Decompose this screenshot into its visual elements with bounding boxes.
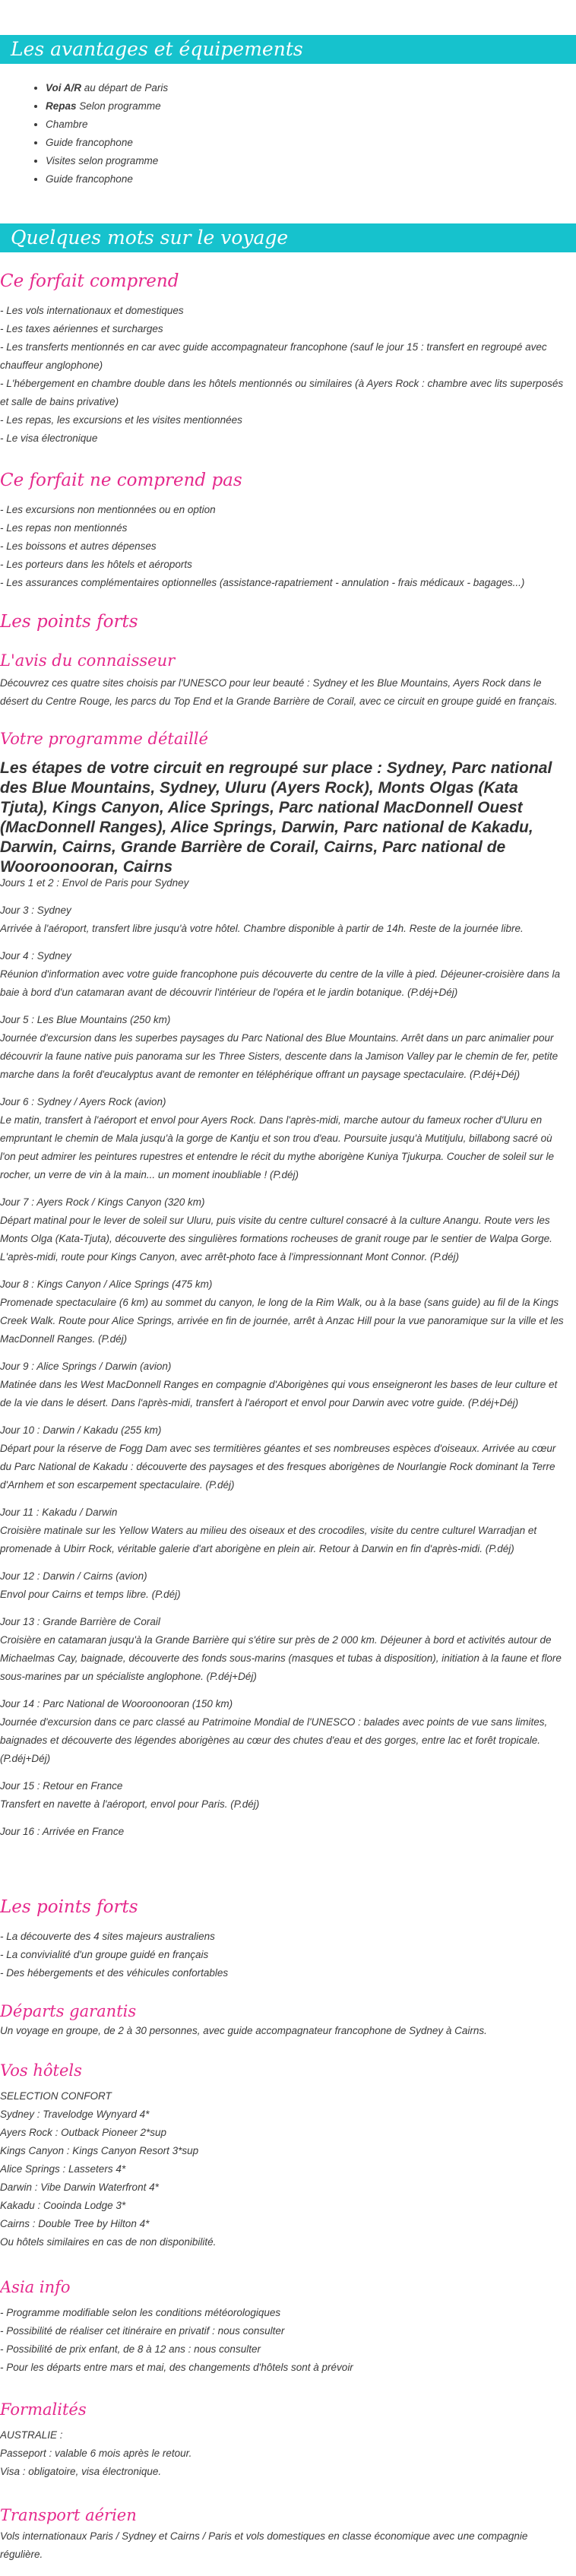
formalities-list (0, 2426, 570, 2481)
formalities-title: Formalités (0, 2400, 87, 2419)
list-item: - Le visa électronique (0, 433, 98, 444)
day-title: Jour 3 : Sydney (0, 905, 71, 916)
equipment-item-bold: Voi A/R (46, 82, 81, 93)
list-item: Ayers Rock : Outback Pioneer 2*sup (0, 2127, 166, 2138)
included-list (0, 302, 570, 448)
day-title: Jour 11 : Kakadu / Darwin (0, 1507, 118, 1518)
list-item: Passeport : valable 6 mois après le retour. (0, 2448, 192, 2459)
day-text: Croisière matinale sur les Yellow Waters au milieu des oiseaux et des crocodiles, visite du centre culturel Warradjan et promenade à Ubirr Rock, véritable galerie d'art aborigène en plein air. Retour à Darwin en fin d'après-midi. (P.déj) (0, 1525, 537, 1554)
days-list (0, 874, 570, 1841)
hotels-list (0, 2087, 570, 2251)
equipment-item (46, 116, 168, 134)
strong-points-title: Les points forts (0, 612, 138, 632)
included-title: Ce forfait comprend (0, 271, 179, 291)
strong-points-2-title: Les points forts (0, 1897, 138, 1917)
equipment-item-text: Selon programme (76, 100, 161, 112)
list-item: - Les repas non mentionnés (0, 522, 128, 534)
equipment-item (46, 152, 168, 170)
equipment-item-text: Visites selon programme (46, 155, 159, 166)
list-item: Alice Springs : Lasseters 4* (0, 2163, 126, 2175)
day-title: Jour 9 : Alice Springs / Darwin (avion) (0, 1361, 172, 1372)
list-item: - Les assurances complémentaires optionnelles (assistance-rapatriement - annulation - frais médicaux - bagages...) (0, 577, 525, 588)
day-text: Réunion d'information avec votre guide francophone puis découverte du centre de la ville à pied. Déjeuner-croisière dans la baie à bord d'un catamaran avant de découvrir l'intérieur de l'opéra et le jardin botanique. (P.déj+Déj) (0, 968, 561, 998)
equipment-item (46, 134, 168, 152)
air-transport-title: Transport aérien (0, 2506, 137, 2524)
departures-title: Départs garantis (0, 2002, 137, 2020)
list-item: - Les vols internationaux et domestiques (0, 305, 184, 316)
list-item: Cairns : Double Tree by Hilton 4* (0, 2218, 150, 2229)
equipment-item-bold: Repas (46, 100, 77, 112)
strong-points-2-list (0, 1928, 570, 1982)
day-title: Jour 5 : Les Blue Mountains (250 km) (0, 1014, 171, 1025)
equipment-item (46, 97, 168, 116)
list-item: - L'hébergement en chambre double dans les hôtels mentionnés ou similaires (à Ayers Rock : chambre avec lits superposés et salle de bains privative) (0, 378, 564, 407)
not-included-title: Ce forfait ne comprend pas (0, 471, 242, 490)
asia-info-title: Asia info (0, 2278, 71, 2296)
day-title: Jour 8 : Kings Canyon / Alice Springs (475 km) (0, 1278, 213, 1290)
expert-text: Découvrez ces quatre sites choisis par l'UNESCO pour leur beauté : Sydney et les Blue Mountains, Ayers Rock dans le désert du Centre Rouge, les parcs du Top End et la Grande Barrière de Corail, avec ce circuit en groupe guidé en français. (0, 677, 558, 707)
day-title: Jour 10 : Darwin / Kakadu (255 km) (0, 1424, 162, 1436)
trip-words-header: Quelques mots sur le voyage (0, 223, 576, 252)
day-text: Journée d'excursion dans les superbes paysages du Parc National des Blue Mountains. Arrêt dans un parc animalier pour découvrir la faune native puis panorama sur les Three Sisters, descente dans la Jamison Valley par le chemin de fer, petite marche dans la forêt d'eucalyptus avant de remonter en téléphérique offrant un paysage spectaculaire. (P.déj+Déj) (0, 1032, 559, 1080)
day-title: Jour 15 : Retour en France (0, 1780, 123, 1792)
list-item: Kings Canyon : Kings Canyon Resort 3*sup (0, 2145, 199, 2156)
day-text: Transfert en navette à l'aéroport, envol pour Paris. (P.déj) (0, 1798, 260, 1810)
day-text: Matinée dans les West MacDonnell Ranges en compagnie d'Aborigènes qui vous enseigneront les bases de leur culture et de la vie dans le désert. Dans l'après-midi, transfert à l'aéroport et envol pour Darwin avec votre guide. (P.déj+Déj) (0, 1379, 558, 1408)
list-item: AUSTRALIE : (0, 2429, 63, 2441)
list-item: - Possibilité de réaliser cet itinéraire en privatif : nous consulter (0, 2325, 285, 2337)
equipment-list (33, 79, 168, 189)
equipment-item (46, 79, 168, 97)
equipment-item (46, 170, 168, 189)
equipment-item-text: Guide francophone (46, 173, 133, 185)
list-item: - Les taxes aériennes et surcharges (0, 323, 163, 334)
strong-points-2-section (0, 1896, 570, 1982)
list-item: Visa : obligatoire, visa électronique. (0, 2466, 162, 2477)
day-text: Envol pour Cairns et temps libre. (P.déj) (0, 1589, 181, 1600)
equipment-item-text: au départ de Paris (81, 82, 169, 93)
included-section (0, 270, 570, 448)
formalities-section (0, 2399, 570, 2481)
expert-title: L'avis du connaisseur (0, 651, 176, 670)
day-text: Départ pour la réserve de Fogg Dam avec ses termitières géantes et ses nombreuses espèces d'oiseaux. Arrivée au cœur du Parc National de Kakadu : découverte des paysages et des fresques aborigènes de Nourlangie Rock dominant la Terre d'Arnhem et son escarpement spectaculaire. (P.déj) (0, 1443, 556, 1491)
list-item: - Programme modifiable selon les conditions météorologiques (0, 2307, 281, 2318)
advantages-header: Les avantages et équipements (0, 35, 576, 64)
equipment-item-text: Chambre (46, 119, 88, 130)
day-text: Départ matinal pour le lever de soleil sur Uluru, puis visite du centre culturel consacré à la culture Anangu. Route vers les Monts Olga (Kata-Tjuta), découverte des singulières formations rocheuses de granit rouge par le sentier de Walpa Gorge. L'après-midi, route pour Kings Canyon, avec arrêt-photo face à l'impressionnant Mont Connor. (P.déj) (0, 1215, 552, 1263)
day-title: Jour 16 : Arrivée en France (0, 1826, 125, 1837)
list-item: - La convivialité d'un groupe guidé en français (0, 1949, 209, 1960)
list-item: - Des hébergements et des véhicules confortables (0, 1967, 229, 1979)
asia-info-section (0, 2277, 570, 2377)
day-title: Jour 12 : Darwin / Cairns (avion) (0, 1570, 147, 1582)
list-item: Sydney : Travelodge Wynyard 4* (0, 2109, 150, 2120)
day-title: Jour 14 : Parc National de Wooroonooran (150 km) (0, 1698, 233, 1709)
program-title: Votre programme détaillé (0, 730, 208, 748)
list-item: - Possibilité de prix enfant, de 8 à 12 ans : nous consulter (0, 2343, 261, 2355)
day-title: Jour 6 : Sydney / Ayers Rock (avion) (0, 1096, 166, 1107)
list-item: - Les porteurs dans les hôtels et aéroports (0, 559, 192, 570)
day-text: Le matin, transfert à l'aéroport et envol pour Ayers Rock. Dans l'après-midi, marche autour du fameux rocher d'Uluru en empruntant le chemin de Mala jusqu'à la gorge de Kantju et son trou d'eau. Poursuite jusqu'à Mutitjulu, billabong sacré où l'on peut admirer les peintures rupestres et entendre le récit du mythe aborigène Kuniya Tjukurpa. Coucher de soleil sur le rocher, un verre de vin à la main... un moment inoubliable ! (P.déj) (0, 1114, 554, 1180)
departures-text: Un voyage en groupe, de 2 à 30 personnes, avec guide accompagnateur francophone de Sydney à Cairns. (0, 2025, 487, 2036)
expert-section (0, 650, 570, 711)
list-item: SELECTION CONFORT (0, 2090, 112, 2102)
not-included-list (0, 501, 570, 592)
list-item: Kakadu : Cooinda Lodge 3* (0, 2200, 126, 2211)
day-title: Jour 13 : Grande Barrière de Corail (0, 1616, 160, 1627)
day-text: Journée d'excursion dans ce parc classé au Patrimoine Mondial de l'UNESCO : balades avec points de vue sans limites, baignades et découverte des légendes aborigènes au cœur des chutes d'eau et des gorges, entre lac et forêt tropicale. (P.déj+Déj) (0, 1716, 548, 1764)
air-transport-section (0, 2505, 570, 2564)
program-section (0, 728, 570, 877)
hotels-section (0, 2060, 570, 2251)
list-item: Darwin : Vibe Darwin Waterfront 4* (0, 2182, 159, 2193)
day-title: Jours 1 et 2 : Envol de Paris pour Sydney (0, 877, 189, 889)
equipment-item-text: Guide francophone (46, 137, 133, 148)
departures-section (0, 2001, 570, 2040)
list-item: - Les boissons et autres dépenses (0, 540, 157, 552)
list-item: - Pour les départs entre mars et mai, des changements d'hôtels sont à prévoir (0, 2362, 353, 2373)
air-transport-text: Vols internationaux Paris / Sydney et Cairns / Paris et vols domestiques en classe économique avec une compagnie régulière. (0, 2530, 528, 2560)
list-item: - La découverte des 4 sites majeurs australiens (0, 1931, 215, 1942)
hotels-title: Vos hôtels (0, 2061, 82, 2080)
day-text: Arrivée à l'aéroport, transfert libre jusqu'à votre hôtel. Chambre disponible à partir de 14h. Reste de la journée libre. (0, 923, 524, 934)
list-item: - Les excursions non mentionnées ou en option (0, 504, 216, 515)
day-text: Promenade spectaculaire (6 km) au sommet du canyon, le long de la Rim Walk, ou à la base (sans guide) au fil de la Kings Creek Walk. Route pour Alice Springs, arrivée en fin de journée, arrêt à Anzac Hill pour la vue panoramique sur la ville et les MacDonnell Ranges. (P.déj) (0, 1297, 564, 1345)
asia-info-list (0, 2304, 570, 2377)
program-stages: Les étapes de votre circuit en regroupé sur place : Sydney, Parc national des Blue Mountains, Sydney, Uluru (Ayers Rock), Monts Olgas (Kata Tjuta), Kings Canyon, Alice Springs, Parc national MacDonnell Ouest (MacDonnell Ranges), Alice Springs, Darwin, Parc national de Kakadu, Darwin, Cairns, Grande Barrière de Corail, Cairns, Parc national de Wooroonooran, Cairns (0, 759, 552, 876)
list-item: - Les repas, les excursions et les visites mentionnées (0, 414, 242, 426)
not-included-section (0, 469, 570, 592)
list-item: - Les transferts mentionnés en car avec guide accompagnateur francophone (sauf le jour 15 : transfert en regroupé avec chauffeur anglophone) (0, 341, 547, 371)
day-title: Jour 7 : Ayers Rock / Kings Canyon (320 km) (0, 1196, 205, 1208)
day-title: Jour 4 : Sydney (0, 950, 71, 962)
list-item: Ou hôtels similaires en cas de non disponibilité. (0, 2236, 217, 2248)
day-text: Croisière en catamaran jusqu'à la Grande Barrière qui s'étire sur près de 2 000 km. Déjeuner à bord et activités autour de Michaelmas Cay, baignade, découverte des fonds sous-marins (masques et tubas à disposition), initiation à la faune et flore sous-marines par un spécialiste anglophone. (P.déj+Déj) (0, 1634, 562, 1682)
strong-points-section (0, 610, 570, 633)
